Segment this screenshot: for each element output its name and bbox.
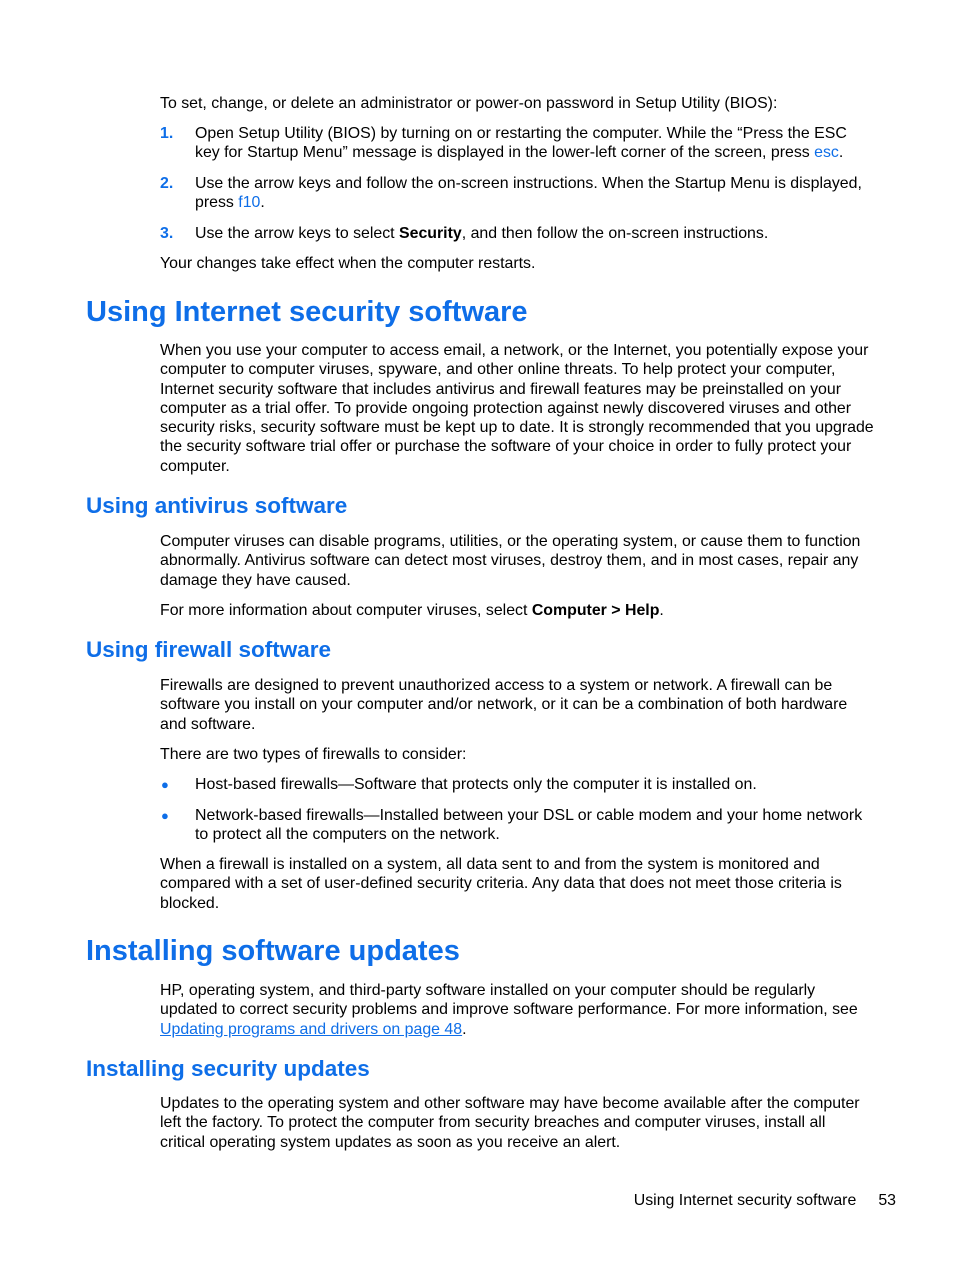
section-heading: Installing software updates bbox=[86, 935, 460, 967]
text-line: to protect all the computers on the network. bbox=[195, 826, 500, 844]
menu-path: Computer > Help bbox=[531, 602, 660, 619]
antivirus-paragraph bbox=[160, 532, 860, 590]
text-line: There are two types of firewalls to consider: bbox=[160, 746, 467, 763]
link-punctuation: . bbox=[462, 1020, 467, 1038]
text-line: computer. bbox=[160, 457, 230, 475]
more-info-text: . bbox=[659, 602, 664, 619]
text-line: left the factory. To protect the computer from security breaches and computer viruses, install all bbox=[160, 1114, 826, 1132]
subsection-heading: Using antivirus software bbox=[86, 493, 348, 518]
step-line-text: . bbox=[838, 144, 844, 162]
bullet-text bbox=[195, 775, 757, 794]
text-line: Firewalls are designed to prevent unauthorized access to a system or network. A firewall can be bbox=[160, 677, 833, 694]
step-number: 3. bbox=[160, 225, 174, 242]
text-line: the security software trial offer or purchase the software of your choice in order to fully protect your bbox=[160, 438, 852, 456]
step-line: Open Setup Utility (BIOS) by turning on or restarting the computer. While the “Press the ESC bbox=[195, 125, 847, 142]
updates-paragraph bbox=[160, 981, 858, 1039]
text-line: critical operating system updates as soon as you receive an alert. bbox=[160, 1133, 621, 1151]
intro-lead: To set, change, or delete an administrator or power-on password in Setup Utility (BIOS): bbox=[160, 95, 778, 112]
firewall-types-intro bbox=[160, 745, 466, 764]
section-heading: Using Internet security software bbox=[86, 296, 528, 328]
bullet-icon: ● bbox=[161, 777, 169, 792]
text-line: Host-based firewalls—Software that protects only the computer it is installed on. bbox=[195, 776, 757, 793]
security-paragraph bbox=[160, 341, 874, 476]
step-line: Use the arrow keys and follow the on-screen instructions. When the Startup Menu is displayed, bbox=[195, 175, 862, 192]
subsection-heading: Installing security updates bbox=[86, 1056, 370, 1081]
intro-closing bbox=[160, 254, 535, 273]
text-line: HP, operating system, and third-party software installed on your computer should be regularly bbox=[160, 982, 816, 999]
text-line: updated to correct security problems and improve software performance. For more information, see bbox=[160, 1001, 858, 1019]
bullet-icon: ● bbox=[161, 808, 169, 823]
more-info-text: For more information about computer viruses, select bbox=[160, 602, 532, 619]
text-line: security risks, security software must be kept up to date. It is strongly recommended that you upgrade bbox=[160, 419, 874, 437]
text-line: Internet security software that includes antivirus and firewall features may be preinstalled on your bbox=[160, 380, 841, 398]
security-term: Security bbox=[399, 225, 462, 242]
footer-section-title: Using Internet security software bbox=[633, 1192, 857, 1209]
intro-paragraph bbox=[160, 94, 777, 113]
step-number: 1. bbox=[160, 125, 174, 142]
step-line bbox=[195, 143, 847, 162]
closing-text: Your changes take effect when the computer restarts. bbox=[160, 255, 536, 272]
text-line: damage they have caused. bbox=[160, 571, 351, 589]
step-text bbox=[195, 224, 768, 243]
text-line: When you use your computer to access email, a network, or the Internet, you potentially expose your bbox=[160, 342, 869, 359]
step-line-text: . bbox=[260, 194, 265, 212]
antivirus-more-info bbox=[160, 601, 664, 620]
firewall-paragraph bbox=[160, 676, 847, 734]
firewall-closing bbox=[160, 855, 842, 913]
page-number: 53 bbox=[878, 1192, 896, 1209]
text-line: Updates to the operating system and other software may have become available after the computer bbox=[160, 1095, 860, 1112]
step-line-text: Use the arrow keys to select bbox=[195, 225, 400, 242]
step-line-text: key for Startup Menu” message is displayed in the lower-left corner of the screen, press bbox=[195, 144, 815, 162]
text-line: abnormally. Antivirus software can detect most viruses, destroy them, and in most cases, repair any bbox=[160, 552, 859, 570]
step-line bbox=[195, 224, 768, 243]
key-esc: esc bbox=[814, 144, 839, 162]
step-line-text: press bbox=[195, 194, 239, 212]
text-line bbox=[160, 601, 664, 620]
subsection-heading: Using firewall software bbox=[86, 637, 332, 662]
step-text bbox=[195, 174, 862, 213]
cross-reference-link[interactable]: Updating programs and drivers on page 48 bbox=[160, 1020, 463, 1038]
text-line: Network-based firewalls—Installed between your DSL or cable modem and your home network bbox=[195, 807, 863, 824]
page-footer bbox=[634, 1191, 896, 1211]
text-line: computer as a trial offer. To provide ongoing protection against newly discovered viruses and other bbox=[160, 399, 852, 417]
text-line: software you install on your computer and/or network, or it can be a combination of both hardware bbox=[160, 696, 848, 714]
security-updates-paragraph bbox=[160, 1094, 860, 1152]
text-line: compared with a set of user-defined security criteria. Any data that does not meet those criteria is bbox=[160, 875, 842, 893]
step-line bbox=[195, 193, 862, 212]
text-line: Computer viruses can disable programs, utilities, or the operating system, or cause them to function bbox=[160, 533, 861, 550]
step-line-text: , and then follow the on-screen instructions. bbox=[461, 225, 769, 242]
text-line: blocked. bbox=[160, 894, 220, 912]
key-f10: f10 bbox=[238, 194, 261, 212]
step-text bbox=[195, 124, 847, 163]
text-line: and software. bbox=[160, 715, 256, 733]
bullet-text bbox=[195, 806, 862, 845]
text-line: When a firewall is installed on a system, all data sent to and from the system is monitored and bbox=[160, 856, 820, 873]
step-number: 2. bbox=[160, 175, 174, 192]
text-line bbox=[160, 1020, 858, 1039]
text-line: computer to computer viruses, spyware, and other online threats. To help protect your computer, bbox=[160, 361, 836, 379]
